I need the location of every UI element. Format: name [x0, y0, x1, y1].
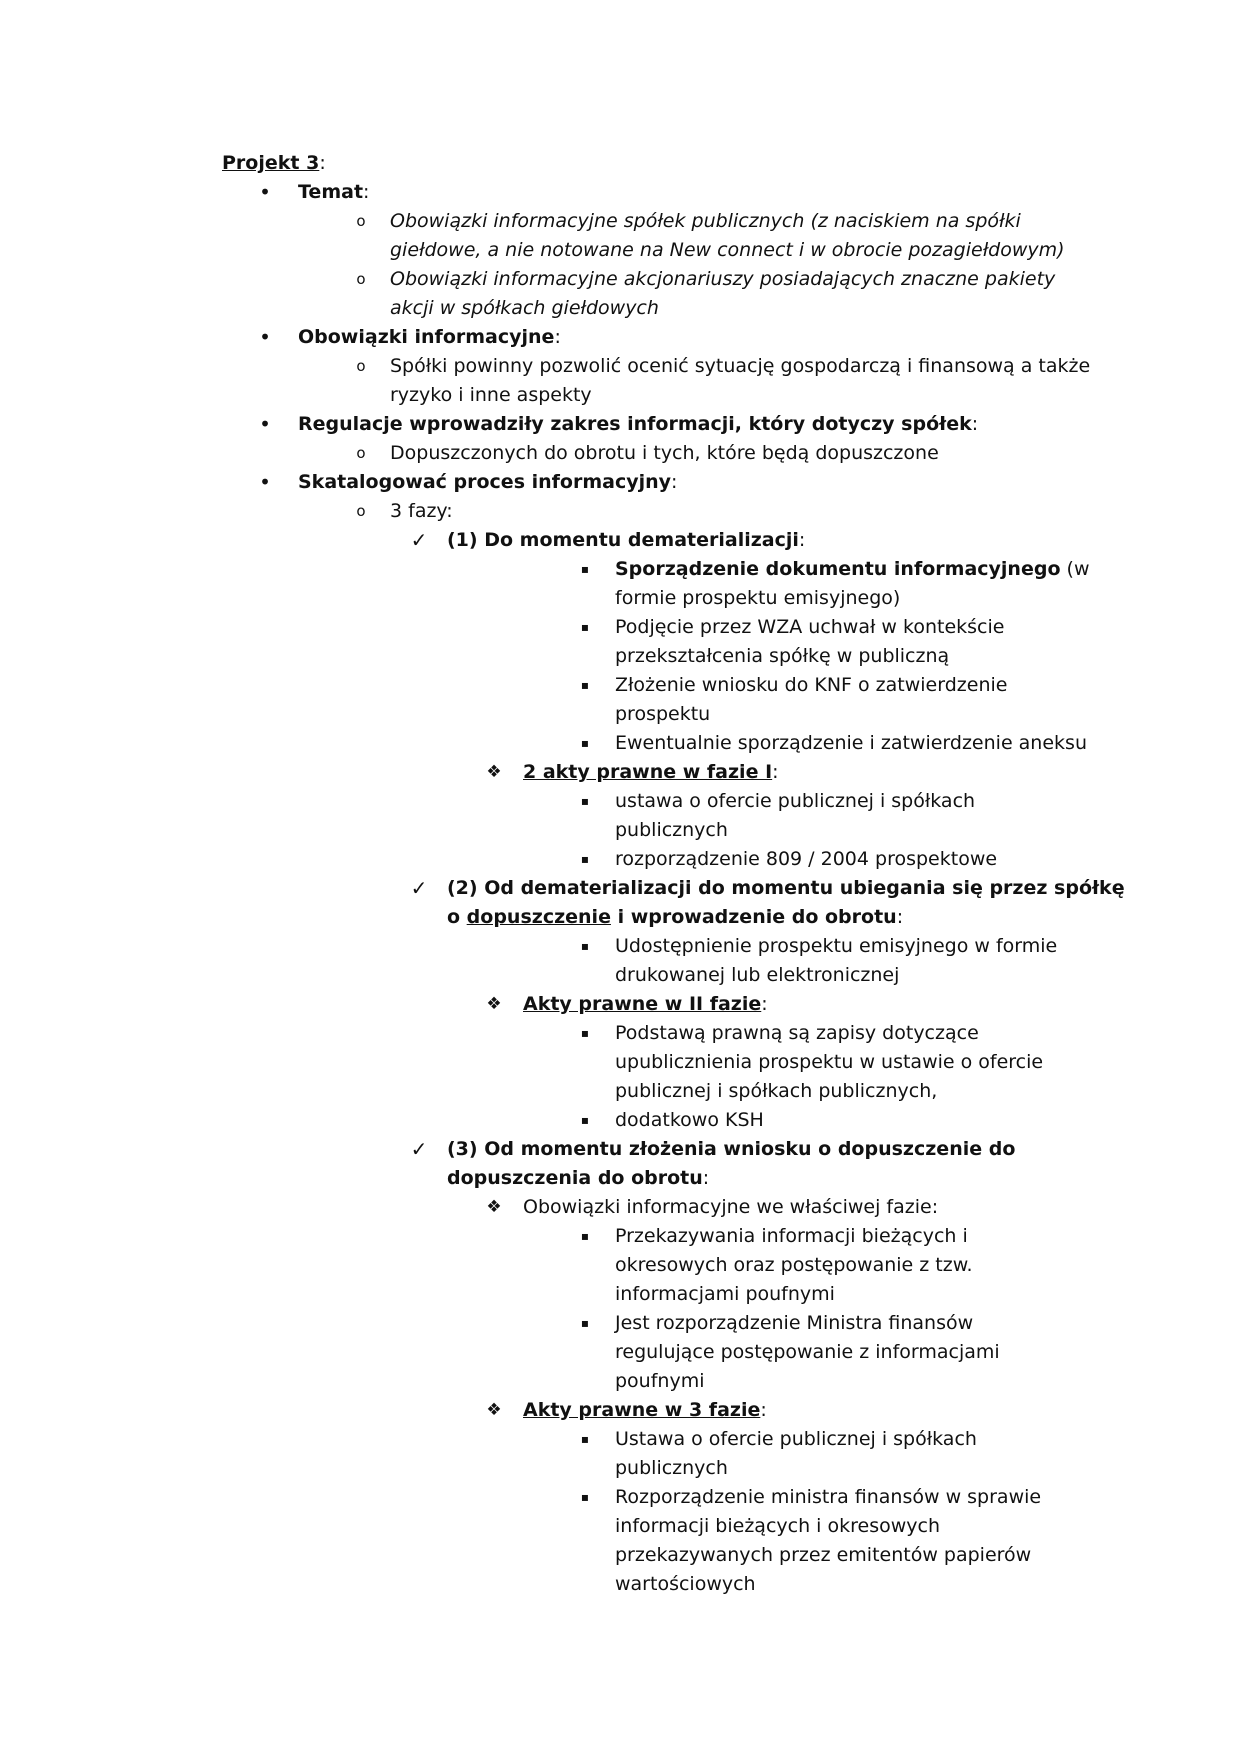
list-item-line: prospektu — [615, 703, 711, 725]
list-item-line: publicznej i spółkach publicznych, — [615, 1080, 938, 1102]
square-bullet-icon: ▪ — [580, 1490, 590, 1504]
square-bullet-icon: ▪ — [580, 620, 590, 634]
list-item-line: Przekazywania informacji bieżących i — [615, 1225, 968, 1247]
square-bullet-icon: ▪ — [580, 562, 590, 576]
circle-bullet-icon: o — [356, 444, 366, 462]
list-item-line: akcji w spółkach giełdowych — [390, 297, 659, 319]
duties-heading-phase-3: Obowiązki informacyjne we właściwej fazie: — [523, 1196, 939, 1218]
acts-heading-phase-2 — [523, 990, 768, 1019]
heading-text: i wprowadzenie do obrotu — [610, 906, 897, 928]
phase-1-heading — [447, 526, 805, 555]
diamond-bullet-icon: ❖ — [486, 1400, 502, 1420]
square-bullet-icon: ▪ — [580, 1026, 590, 1040]
circle-bullet-icon: o — [356, 212, 366, 230]
list-item-line: Podstawą prawną są zapisy dotyczące — [615, 1022, 979, 1044]
list-item-line: 3 fazy: — [390, 500, 453, 522]
heading-text: Regulacje wprowadziły zakres informacji, który dotyczy spółek — [298, 413, 972, 435]
square-bullet-icon: ▪ — [580, 852, 590, 866]
list-item-line: okresowych oraz postępowanie z tzw. — [615, 1254, 973, 1276]
acts-heading-phase-3 — [523, 1396, 767, 1425]
heading-text: Akty prawne w 3 fazie — [523, 1399, 761, 1421]
list-item-line: Ustawa o ofercie publicznej i spółkach — [615, 1428, 977, 1450]
title-text: Projekt 3 — [222, 152, 320, 174]
list-item-line — [615, 555, 1090, 584]
heading-colon: : — [363, 181, 370, 203]
list-item-line: rozporządzenie 809 / 2004 prospektowe — [615, 848, 998, 870]
acts-heading-phase-1 — [523, 758, 779, 787]
phase-2-heading-line-1: (2) Od dematerializacji do momentu ubiegania się przez spółkę — [447, 877, 1125, 899]
square-bullet-icon: ▪ — [580, 1432, 590, 1446]
list-item-line: Jest rozporządzenie Ministra finansów — [615, 1312, 974, 1334]
check-icon: ✓ — [410, 528, 428, 552]
square-bullet-icon: ▪ — [580, 1316, 590, 1330]
list-item-line: ustawa o ofercie publicznej i spółkach — [615, 790, 976, 812]
list-item-line: wartościowych — [615, 1573, 756, 1595]
title-colon: : — [319, 152, 326, 174]
list-item-line: przekształcenia spółkę w publiczną — [615, 645, 950, 667]
list-item-line: poufnymi — [615, 1370, 705, 1392]
heading-text: Temat — [298, 181, 364, 203]
list-item-line: Rozporządzenie ministra finansów w sprawie — [615, 1486, 1042, 1508]
diamond-bullet-icon: ❖ — [486, 994, 502, 1014]
section-heading-obowiazki — [298, 323, 561, 352]
heading-text: dopuszczenia do obrotu — [447, 1167, 703, 1189]
heading-colon: : — [772, 761, 779, 783]
list-item-line: informacji bieżących i okresowych — [615, 1515, 940, 1537]
list-item-line: upublicznienia prospektu w ustawie o ofercie — [615, 1051, 1044, 1073]
section-heading-skatalogowac — [298, 468, 677, 497]
list-item-line: Dopuszczonych do obrotu i tych, które będą dopuszczone — [390, 442, 939, 464]
list-item-line: Obowiązki informacyjne spółek publicznych (z naciskiem na spółki — [390, 210, 1021, 232]
check-icon: ✓ — [410, 1137, 428, 1161]
heading-text: Skatalogować proces informacyjny — [298, 471, 672, 493]
heading-colon: : — [671, 471, 678, 493]
section-heading-temat — [298, 178, 369, 207]
list-item-line: przekazywanych przez emitentów papierów — [615, 1544, 1032, 1566]
bold-text: Sporządzenie dokumentu informacyjnego — [615, 558, 1061, 580]
list-item-line: ryzyko i inne aspekty — [390, 384, 592, 406]
list-item-line: Podjęcie przez WZA uchwał w kontekście — [615, 616, 1005, 638]
page-title — [222, 149, 326, 178]
heading-colon: : — [798, 529, 806, 551]
diamond-bullet-icon: ❖ — [486, 1197, 502, 1217]
list-item-line: Ewentualnie sporządzenie i zatwierdzenie aneksu — [615, 732, 1087, 754]
rest-text: (w — [1060, 558, 1090, 580]
phase-3-heading-line-2 — [447, 1164, 709, 1193]
list-item-line: drukowanej lub elektronicznej — [615, 964, 900, 986]
list-item-line: publicznych — [615, 1457, 728, 1479]
list-item-line: informacjami poufnymi — [615, 1283, 835, 1305]
list-item-line: Spółki powinny pozwolić ocenić sytuację gospodarczą i finansową a także — [390, 355, 1091, 377]
heading-text: o — [447, 906, 467, 928]
heading-text: (1) Do momentu dematerializacji — [447, 529, 799, 551]
bullet-icon: • — [259, 325, 271, 349]
list-item-line: Obowiązki informacyjne akcjonariuszy posiadających znaczne pakiety — [390, 268, 1056, 290]
square-bullet-icon: ▪ — [580, 736, 590, 750]
bullet-icon: • — [259, 412, 271, 436]
circle-bullet-icon: o — [356, 502, 366, 520]
list-item-line: dodatkowo KSH — [615, 1109, 764, 1131]
square-bullet-icon: ▪ — [580, 1113, 590, 1127]
circle-bullet-icon: o — [356, 357, 366, 375]
heading-colon: : — [554, 326, 561, 348]
heading-colon: : — [896, 906, 904, 928]
heading-colon: : — [760, 1399, 767, 1421]
square-bullet-icon: ▪ — [580, 794, 590, 808]
heading-text: Obowiązki informacyjne — [298, 326, 555, 348]
heading-colon: : — [761, 993, 768, 1015]
heading-colon: : — [971, 413, 979, 435]
phase-3-heading-line-1: (3) Od momentu złożenia wniosku o dopuszczenie do — [447, 1138, 1016, 1160]
bullet-icon: • — [259, 470, 271, 494]
circle-bullet-icon: o — [356, 270, 366, 288]
phase-2-heading-line-2 — [447, 903, 903, 932]
heading-text: 2 akty prawne w fazie I — [523, 761, 773, 783]
heading-text: Akty prawne w II fazie — [523, 993, 762, 1015]
list-item-line: regulujące postępowanie z informacjami — [615, 1341, 1000, 1363]
check-icon: ✓ — [410, 876, 428, 900]
heading-colon: : — [702, 1167, 710, 1189]
underlined-text: dopuszczenie — [466, 906, 611, 928]
section-heading-regulacje — [298, 410, 978, 439]
bullet-icon: • — [259, 180, 271, 204]
square-bullet-icon: ▪ — [580, 1229, 590, 1243]
list-item-line: Udostępnienie prospektu emisyjnego w formie — [615, 935, 1058, 957]
list-item-line: formie prospektu emisyjnego) — [615, 587, 901, 609]
list-item-line: publicznych — [615, 819, 728, 841]
diamond-bullet-icon: ❖ — [486, 762, 502, 782]
square-bullet-icon: ▪ — [580, 939, 590, 953]
list-item-line: Złożenie wniosku do KNF o zatwierdzenie — [615, 674, 1008, 696]
square-bullet-icon: ▪ — [580, 678, 590, 692]
list-item-line: giełdowe, a nie notowane na New connect i w obrocie pozagiełdowym) — [390, 239, 1065, 261]
